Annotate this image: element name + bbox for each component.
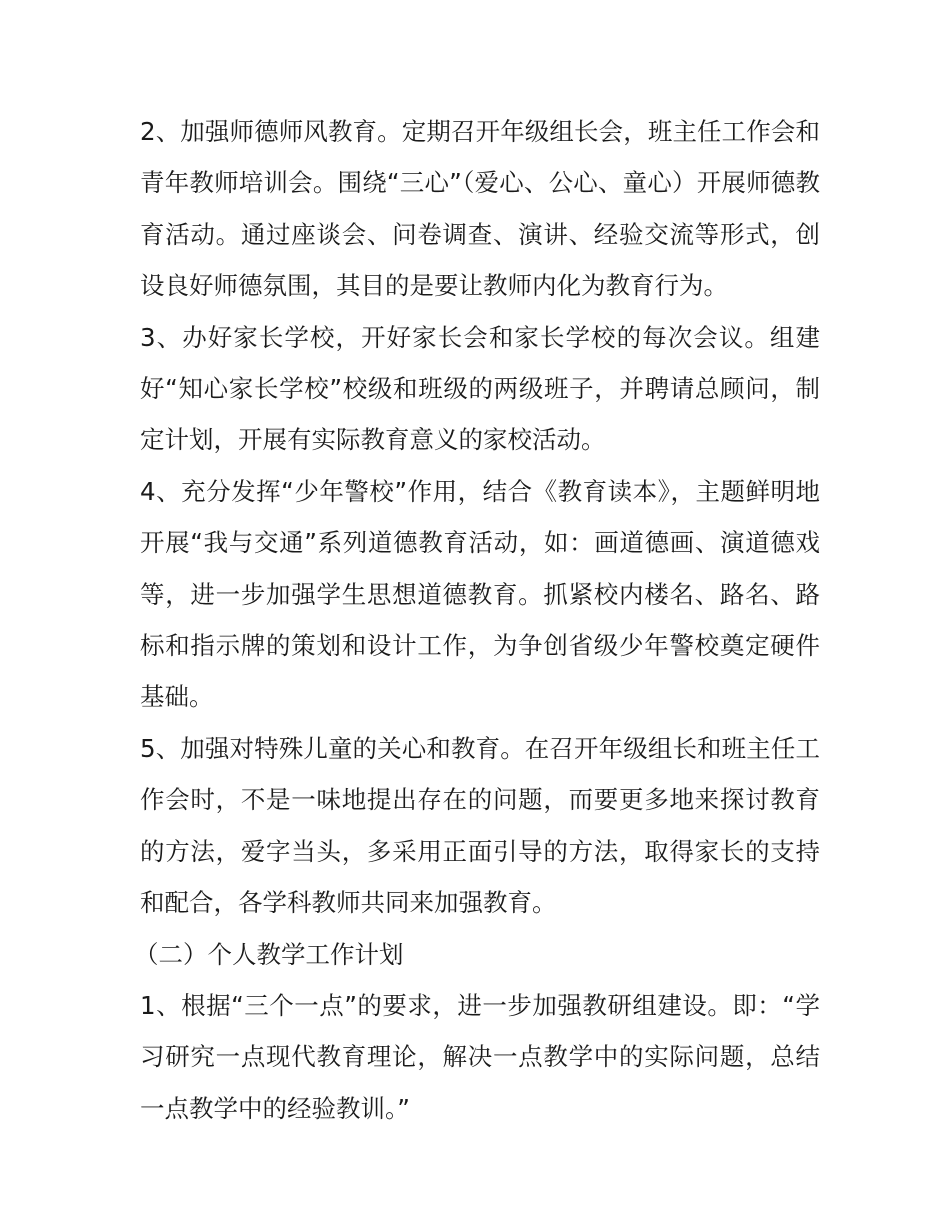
section-heading: （二）个人教学工作计划: [134, 939, 404, 969]
paragraph-three-points: 1、根据“三个一点”的要求，进一步加强教研组建设。即：“学习研究一点现代教育理论，解决一点教学中的实际问题，总结一点教学中的经验教训。”: [140, 990, 820, 1123]
document-body: [134, 106, 820, 1134]
paragraph-teacher-ethics: 2、加强师德师风教育。定期召开年级组长会，班主任工作会和青年教师培训会。围绕“三心”（爱心、公心、童心）开展师德教育活动。通过座谈会、问卷调查、演讲、经验交流等形式，创设良好师德氛围，其目的是要让教师内化为教育行为。: [140, 117, 820, 301]
paragraph-special-children: 5、加强对特殊儿童的关心和教育。在召开年级组长和班主任工作会时，不是一味地提出存在的问题，而要更多地来探讨教育的方法，爱字当头，多采用正面引导的方法，取得家长的支持和配合，各学科教师共同来加强教育。: [140, 733, 820, 918]
paragraph-parent-school: 3、办好家长学校，开好家长会和家长学校的每次会议。组建好“知心家长学校”校级和班级的两级班子，并聘请总顾问，制定计划，开展有实际教育意义的家校活动。: [140, 322, 820, 455]
paragraph-youth-police-school: 4、充分发挥“少年警校”作用，结合《教育读本》，主题鲜明地开展“我与交通”系列道德教育活动，如：画道德画、演道德戏等，进一步加强学生思想道德教育。抓紧校内楼名、路名、路标和指示牌的策划和设计工作，为争创省级少年警校奠定硬件基础。: [140, 476, 820, 712]
